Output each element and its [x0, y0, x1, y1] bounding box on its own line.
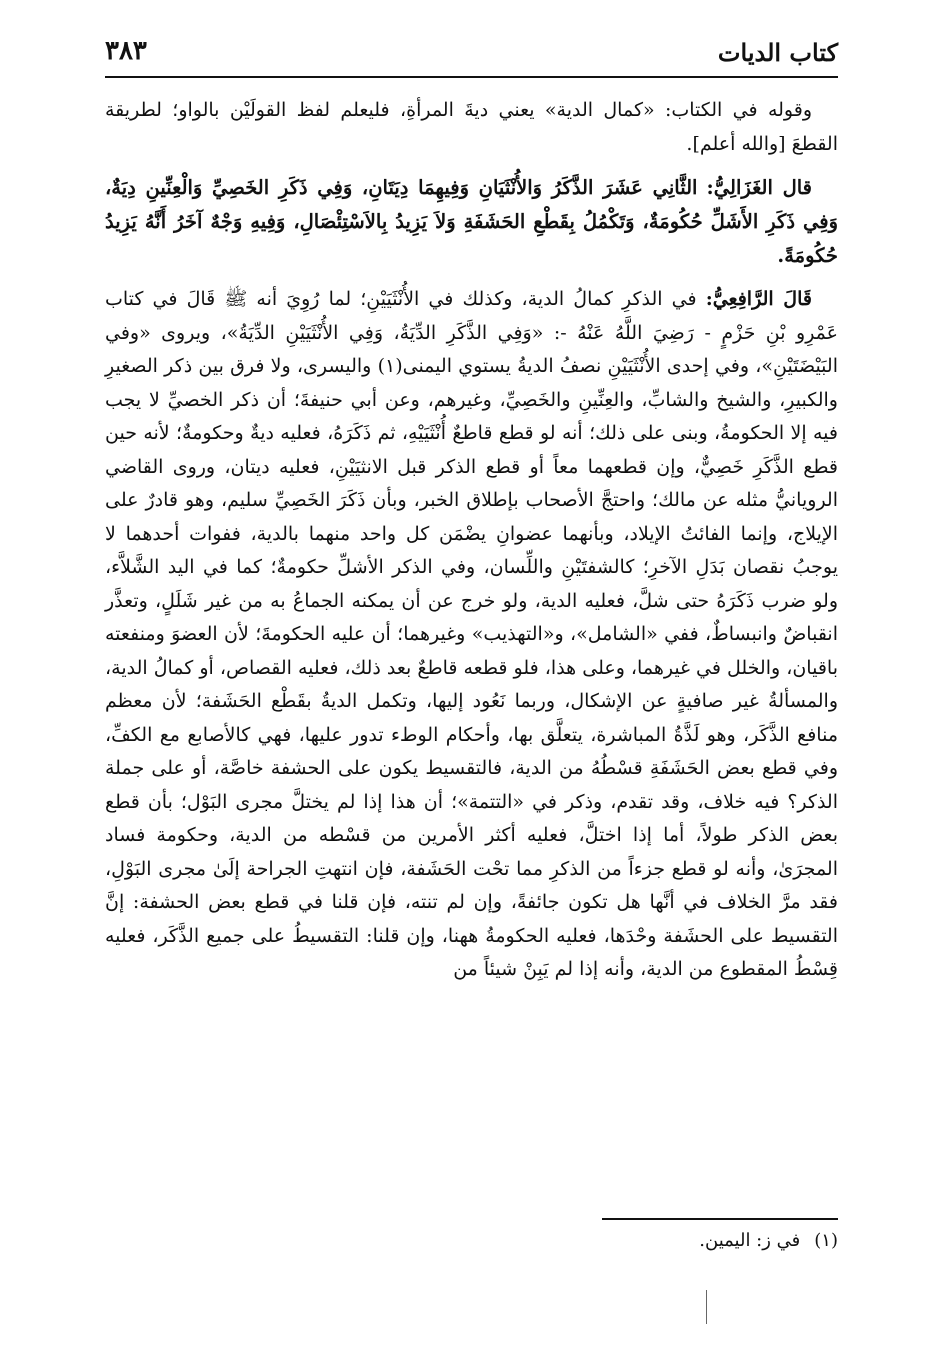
- footnote-text: في ز: اليمين.: [699, 1230, 801, 1251]
- ghazali-quote: [105, 171, 838, 273]
- commentary-text: في الذكرِ كمالُ الدية، وكذلك في الأُنْثَيَيْنِ؛ لما رُوِيَ أنه ﷺ قَالَ في كتاب عَمْرِو بْنِ حَزْمٍ - رَضِيَ اللَّهُ عَنْهُ -: «وَفِي الذَّكَرِ الدِّيَةُ، وَفِي الأُنْثَيَيْنِ الدِّيَةُ»، ويروى «وفي البَيْضَتَيْنِ»، وفي إحدى الأُنْثَيَيْنِ نصفُ الديةُ يستوي اليمنى(١) واليسرى، ولا فرق بين ذكر الصغيرِ والكبيرِ، والشيخ والشابِّ، والعِنِّينِ والخَصِيِّ، وغيرهم، وعن أبي حنيفةَ؛ أن ذكر الخصيِّ لا يجب فيه إلا الحكومةُ، وبنى على ذلك؛ أنه لو قطع قاطعٌ أُنْثَيَيْهِ، ثم ذَكَرَهُ، فعليه ديةٌ وحكومةٌ؛ لأنه حين قطع الذَّكَرِ خَصِيٌّ، وإن قطعهما معاً أو قطع الذكر قبل الانثيَيْنِ، فعليه ديتان، وروى القاضي الرويانيُّ مثله عن مالك؛ واحتجَّ الأصحاب بإطلاق الخبر، وبأن ذَكَرَ الخَصِيِّ سليم، وهو قادرٌ على الإيلاج، وإنما الفائتُ الإيلاد، وبأنهما عضوانِ يضْمَن كل واحد منهما بالدية، ففوات أحدهما لا يوجبُ نقصان بَدَلِ الآخرِ؛ كالشفتَيْنِ واللِّسان، وفي الذكر الأشلِّ حكومةٌ؛ كما في اليد الشَّلاَّء، ولو ضرب ذَكَرَهُ حتى شلَّ، فعليه الدية، ولو خرج عن أن يمكنه الجماعُ به من غير شَلَلٍ، وتعذَّر انقباضٌ وانبساطٌ، ففي «الشامل»، و«التهذيب» وغيرهما؛ أن عليه الحكومةَ؛ لأن العضوَ ومنفعته باقيان، والخلل في غيرهما، وعلى هذا، فلو قطعه قاطعٌ بعد ذلك، فعليه القصاص، أو كمالُ الدية، والمسألةُ غير صافيةٍ عن الإشكال، وربما نَعُود إليها، وتكمل الديةُ بقَطْع الحَشَفة؛ لأن معظم منافع الذَّكَر، وهو لَذَّةُ المباشرة، يتعلَّق بها، وأحكام الوطء تدور عليها، فهي كالأصابع مع الكفِّ، وفي قطع بعض الحَشَفَةِ قسْطُهُ من الدية، فالتقسيط يكون على الحشفة خاصَّة، أو على جملة الذكر؟ فيه خلاف، وقد تقدم، وذكر في «التتمة»؛ أن هذا إذا لم يختلَّ مجرى البَوْل؛ بأن قطع بعض الذكر طولاً، أما إذا اختلَّ، فعليه أكثر الأمرين من قسْطه من الدية، وحكومة فساد المجرَىٰ، وأنه لو قطع جزءاً من الذكرِ مما تحْت الحَشَفة، فإن انتهتِ الجراحة إلَىٰ مجرى البَوْلِ، فقد مرَّ الخلاف في أنَّها هل تكون جائفةً، وإن لم تنته، فإن قلنا في قطع بعض الحشفة: إنَّ التقسيط على الحشَفة وحْدَها، فعليه الحكومةُ ههنا، وإن قلنا: التقسيطُ على جميع الذَّكَر، فعليه قِسْطُ المقطوع من الدية، وأنه إذا لم يَبِنْ شيئاً من: [105, 288, 838, 980]
- page-number: ٣٨٣: [105, 36, 147, 66]
- quote-speaker: قال الغَزَالِيُّ:: [706, 176, 813, 199]
- scan-mark: [706, 1290, 707, 1324]
- footnote-number: (١): [814, 1230, 838, 1251]
- page-header: [105, 30, 838, 78]
- commentary-speaker: قَالَ الرَّافِعِيُّ:: [705, 288, 812, 310]
- footnote: [699, 1230, 838, 1251]
- running-title: كتاب الديات: [717, 38, 838, 67]
- rafii-commentary: [105, 283, 838, 987]
- quote-text: الثَّانِي عَشَرَ الذَّكَرُ وَالأُنْثَيَانِ وَفِيهِمَا دِيَتَانِ، وَفِي ذَكَرِ الخَصِيِّ وَالْعِنِّينِ دِيَةٌ، وَفِي ذَكَرِ الأَشَلِّ حُكُومَةٌ، وَتَكْمُلُ بِقَطْعِ الحَشَفَةِ وَلاَ يَزِيدُ بِالاَسْتِئْصَالِ، وَفِيهِ وَجْهٌ آخَرُ أَنَّهُ يَزِيدُ حُكُومَةً.: [105, 176, 838, 267]
- main-text: [105, 94, 838, 987]
- footnote-divider: [602, 1218, 838, 1220]
- paragraph-1: وقوله في الكتاب: «كمال الدية» يعني ديةَ المرأةِ، فليعلم لفظ القولَيْن بالواو؛ لطريقة القطعَ [والله أعلم].: [105, 99, 838, 155]
